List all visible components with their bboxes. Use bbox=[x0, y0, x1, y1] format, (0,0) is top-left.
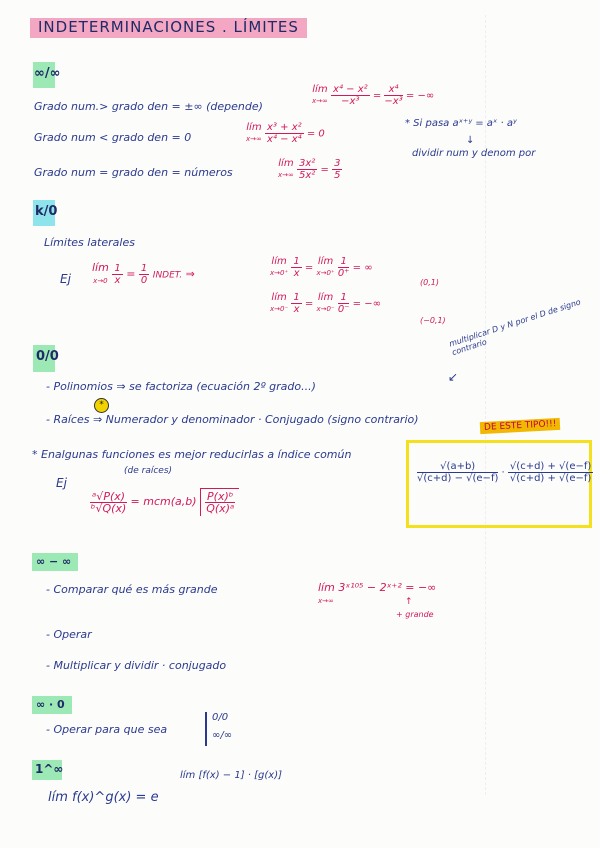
frac-num-2: 1 bbox=[140, 263, 148, 274]
root-denominator: ᵇ√Q(x) bbox=[90, 501, 127, 515]
item-operate-forms: - Operar para que sea bbox=[46, 723, 168, 736]
one-inf-exponent: lím [f(x) − 1] · [g(x)] bbox=[180, 770, 283, 781]
note-of-roots: (de raíces) bbox=[124, 466, 173, 476]
example-compare-note: + grande bbox=[396, 610, 434, 619]
note-divide: dividir num y denom por bbox=[412, 148, 536, 159]
frac-den: 5x² bbox=[299, 170, 316, 181]
frac-num-2: 1 bbox=[338, 256, 350, 268]
example-limit-minus: lím x→0⁻ $\frac{1}{x}$ = lím x→0⁻ $\frac{1}{0^-}$ = −∞ bbox=[270, 292, 381, 315]
arrow-to-box: ↙ bbox=[448, 370, 459, 384]
lim-sub: x→∞ bbox=[246, 135, 262, 143]
lim-word-2: lím bbox=[317, 292, 334, 303]
radicand-numerator: P(x)ᵇ bbox=[207, 490, 234, 503]
bleed-through-marks bbox=[485, 15, 576, 795]
lim-word: lím bbox=[271, 256, 287, 267]
result: = 0 bbox=[306, 128, 325, 140]
note-exponent-rule: * Si pasa aˣ⁺ʸ = aˣ · aʸ bbox=[405, 118, 517, 129]
radicand-denominator: Q(x)ᵃ bbox=[206, 502, 235, 515]
example-limit-3 bbox=[278, 158, 342, 181]
item-roots: - Raíces ⇒ Numerador y denominador · Conjugado (signo contrario) bbox=[46, 413, 419, 426]
result: = −∞ bbox=[352, 298, 381, 310]
conjugate-expression: $\frac{√(a+b)}{√(c+d) - √(e-f)}$ · $\frac{√(c+d) + √(e-f)}{√(c+d) + √(e-f)}$ bbox=[417, 461, 592, 484]
frac-den-2: 5 bbox=[334, 170, 341, 181]
side-note-multiply: multiplicar D y N por el D de signo contrario bbox=[448, 297, 582, 358]
conj-left-den: √(c+d) − √(e−f) bbox=[417, 473, 499, 484]
conj-right-den: √(c+d) + √(e−f) bbox=[509, 473, 592, 484]
form-inf-inf: ∞/∞ bbox=[212, 730, 233, 741]
frac-den-2: −x³ bbox=[384, 96, 403, 107]
item-polynomials: - Polinomios ⇒ se factoriza (ecuación 2º grado...) bbox=[46, 380, 316, 393]
roots-common-index-example bbox=[90, 488, 239, 516]
implies-arrow: ⇒ bbox=[185, 267, 195, 281]
example-limit-plus: lím x→0⁺ $\frac{1}{x}$ = lím x→0⁺ $\frac{1}{0^+}$ = ∞ bbox=[270, 256, 373, 279]
lim-word-2: lím bbox=[317, 256, 334, 267]
section-header-inf-minus-inf: ∞ − ∞ bbox=[36, 555, 72, 568]
section-header-0-0: 0/0 bbox=[36, 349, 59, 364]
frac-den-2: 0⁻ bbox=[337, 304, 350, 315]
frac-num: x⁴ − x² bbox=[333, 84, 368, 95]
example-limit-1 bbox=[312, 84, 434, 107]
root-numerator: ᵃ√P(x) bbox=[92, 489, 126, 503]
frac-num: 1 bbox=[293, 292, 300, 303]
lim-word: lím bbox=[312, 84, 328, 95]
eq-sign: = bbox=[320, 164, 329, 176]
mcm-label: = mcm(a,b) bbox=[130, 495, 197, 508]
example-label: Ej bbox=[60, 272, 71, 286]
section-header-inf-zero: ∞ · 0 bbox=[36, 698, 65, 711]
frac-den-2: 0 bbox=[140, 275, 148, 286]
eq-sign: = bbox=[372, 90, 382, 102]
frac-den: x bbox=[293, 268, 300, 279]
section-header-k-0: k/0 bbox=[35, 204, 58, 219]
frac-num-2: 3 bbox=[334, 158, 341, 169]
indet-label: INDET. bbox=[152, 270, 183, 281]
conj-left-num: √(a+b) bbox=[417, 461, 498, 473]
frac-den: −x³ bbox=[341, 96, 360, 107]
lim-sub-2: x→0⁻ bbox=[316, 305, 335, 313]
lim-sub: x→0⁻ bbox=[270, 305, 289, 313]
note-common-index: * Enalgunas funciones es mejor reducirlas a índice común bbox=[32, 448, 352, 461]
rule-degree-greater: Grado num.> grado den = ±∞ (depende) bbox=[34, 100, 263, 113]
point-minus: (−0,1) bbox=[420, 316, 446, 325]
eq-sign: = bbox=[126, 267, 136, 281]
frac-num-2: x⁴ bbox=[384, 84, 402, 96]
lim-sub: x→0⁺ bbox=[270, 269, 289, 277]
item-operate: - Operar bbox=[46, 628, 92, 641]
rule-degree-less: Grado num < grado den = 0 bbox=[34, 131, 192, 144]
this-type-tag: DE ESTE TIPO!!! bbox=[480, 418, 561, 434]
rule-degree-equal: Grado num = grado den = números bbox=[34, 166, 233, 179]
lim-sub: x→0 bbox=[93, 277, 108, 285]
subtitle-lateral-limits: Límites laterales bbox=[44, 236, 135, 249]
example-label-roots: Ej bbox=[56, 476, 67, 490]
section-header-inf-inf: ∞/∞ bbox=[34, 66, 61, 81]
frac-num: 1 bbox=[293, 256, 300, 267]
form-zero-zero: 0/0 bbox=[212, 712, 229, 723]
conjugate-example-box bbox=[406, 440, 592, 528]
asterisk-circle-marker: * bbox=[94, 398, 109, 413]
frac-num: 3x² bbox=[299, 158, 316, 169]
example-limit-main bbox=[92, 262, 195, 287]
frac-den: x bbox=[293, 304, 300, 315]
frac-den: x bbox=[114, 275, 121, 286]
section-header-one-inf: 1^∞ bbox=[35, 762, 64, 776]
lim-sub: x→∞ bbox=[278, 171, 294, 179]
lim-word: lím bbox=[278, 158, 294, 169]
result: = −∞ bbox=[405, 90, 435, 102]
example-compare-sub: x→∞ bbox=[318, 597, 334, 605]
frac-den: x⁴ − x⁴ bbox=[267, 134, 302, 145]
lim-sub-2: x→0⁺ bbox=[316, 269, 335, 277]
one-inf-formula: lím f(x)^g(x) = e bbox=[48, 790, 159, 805]
item-multiply-conjugate: - Multiplicar y dividir · conjugado bbox=[46, 659, 227, 672]
example-compare-limit: lím 3ˣ¹⁰⁵ − 2ˣ⁺² = −∞ bbox=[318, 581, 437, 594]
frac-num: x³ + x² bbox=[267, 122, 302, 133]
lim-word: lím bbox=[92, 261, 109, 274]
arrow-down: ↓ bbox=[466, 135, 475, 146]
point-plus: (0,1) bbox=[420, 278, 439, 287]
conj-right-num: √(c+d) + √(e−f) bbox=[509, 461, 592, 472]
frac-num-2: 1 bbox=[338, 292, 350, 304]
example-limit-2 bbox=[246, 122, 325, 145]
lim-sub: x→∞ bbox=[312, 97, 328, 105]
frac-den-2: 0⁺ bbox=[337, 268, 350, 279]
result: = ∞ bbox=[352, 262, 373, 274]
lim-word: lím bbox=[246, 122, 262, 133]
page-title: INDETERMINACIONES . LÍMITES bbox=[30, 18, 307, 38]
arrow-up: ↑ bbox=[405, 597, 413, 607]
item-compare: - Comparar qué es más grande bbox=[46, 583, 218, 596]
forms-bracket bbox=[205, 712, 207, 746]
lim-word: lím bbox=[271, 292, 287, 303]
frac-num: 1 bbox=[114, 263, 121, 274]
